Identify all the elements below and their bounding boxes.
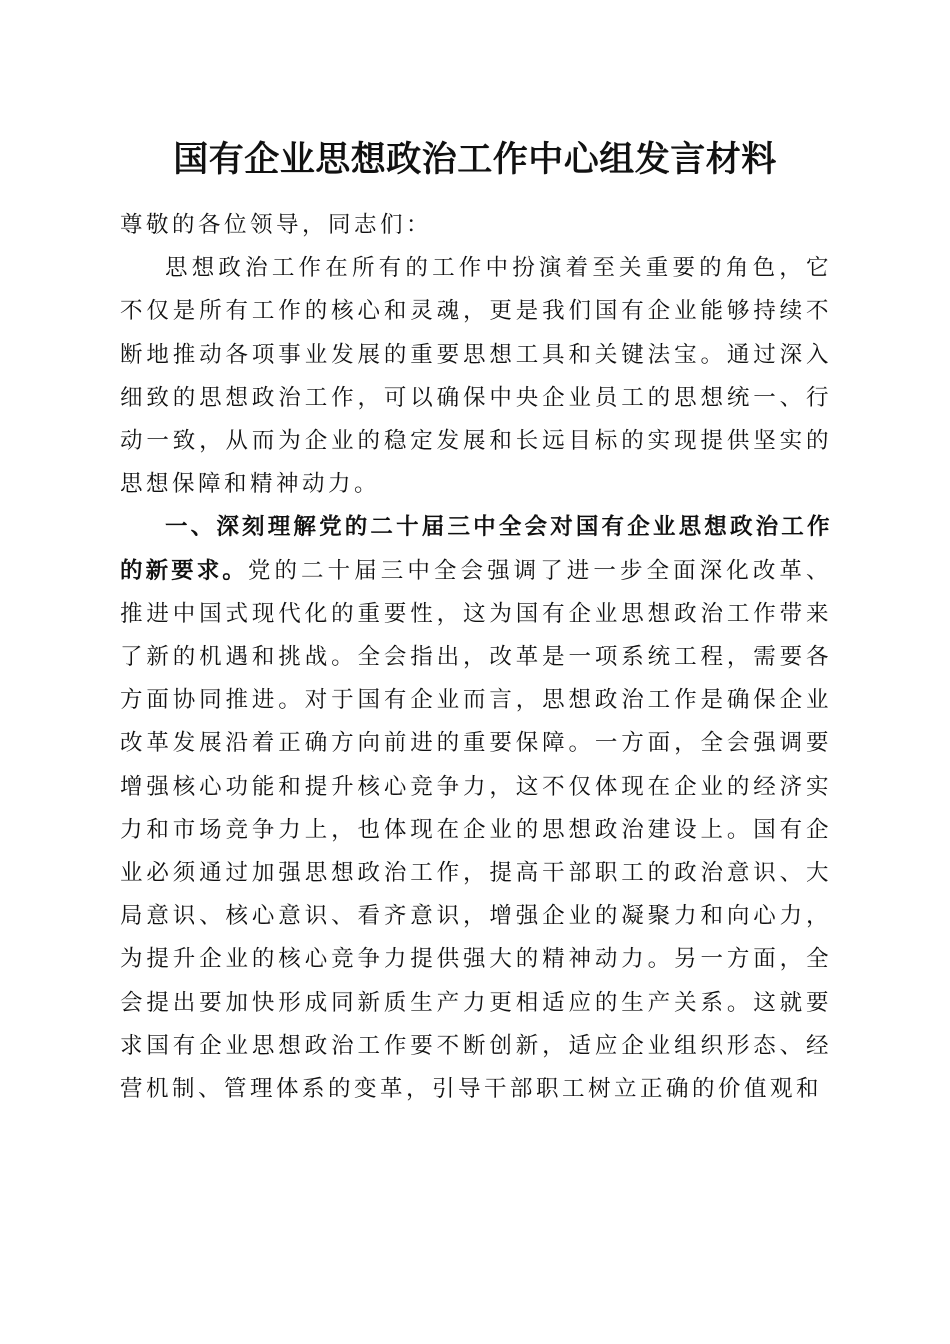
section-1-heading: 一、深刻理解党的二十届三中全会对国有企业思想政治工作的新要求。 <box>120 514 832 584</box>
document-title: 国有企业思想政治工作中心组发言材料 <box>173 139 777 180</box>
section-1-paragraph <box>120 506 832 1111</box>
section-1-body: 党的二十届三中全会强调了进一步全面深化改革、推进中国式现代化的重要性，这为国有企业思想政治工作带来了新的机遇和挑战。全会指出，改革是一项系统工程，需要各方面协同推进。对于国有企业而言，思想政治工作是确保企业改革发展沿着正确方向前进的重要保障。一方面，全会强调要增强核心功能和提升核心竞争力，这不仅体现在企业的经济实力和市场竞争力上，也体现在企业的思想政治建设上。国有企业必须通过加强思想政治工作，提高干部职工的政治意识、大局意识、核心意识、看齐意识，增强企业的凝聚力和向心力，为提升企业的核心竞争力提供强大的精神动力。另一方面，全会提出要加快形成同新质生产力更相适应的生产关系。这就要求国有企业思想政治工作要不断创新，适应企业组织形态、经营机制、管理体系的变革，引导干部职工树立正确的价值观和 <box>120 557 832 1103</box>
document-body <box>120 204 832 1111</box>
intro-paragraph: 思想政治工作在所有的工作中扮演着至关重要的角色，它不仅是所有工作的核心和灵魂，更是我们国有企业能够持续不断地推动各项事业发展的重要思想工具和关键法宝。通过深入细致的思想政治工作，可以确保中央企业员工的思想统一、行动一致，从而为企业的稳定发展和长远目标的实现提供坚实的思想保障和精神动力。 <box>120 255 832 498</box>
salutation: 尊敬的各位领导，同志们： <box>120 212 433 238</box>
